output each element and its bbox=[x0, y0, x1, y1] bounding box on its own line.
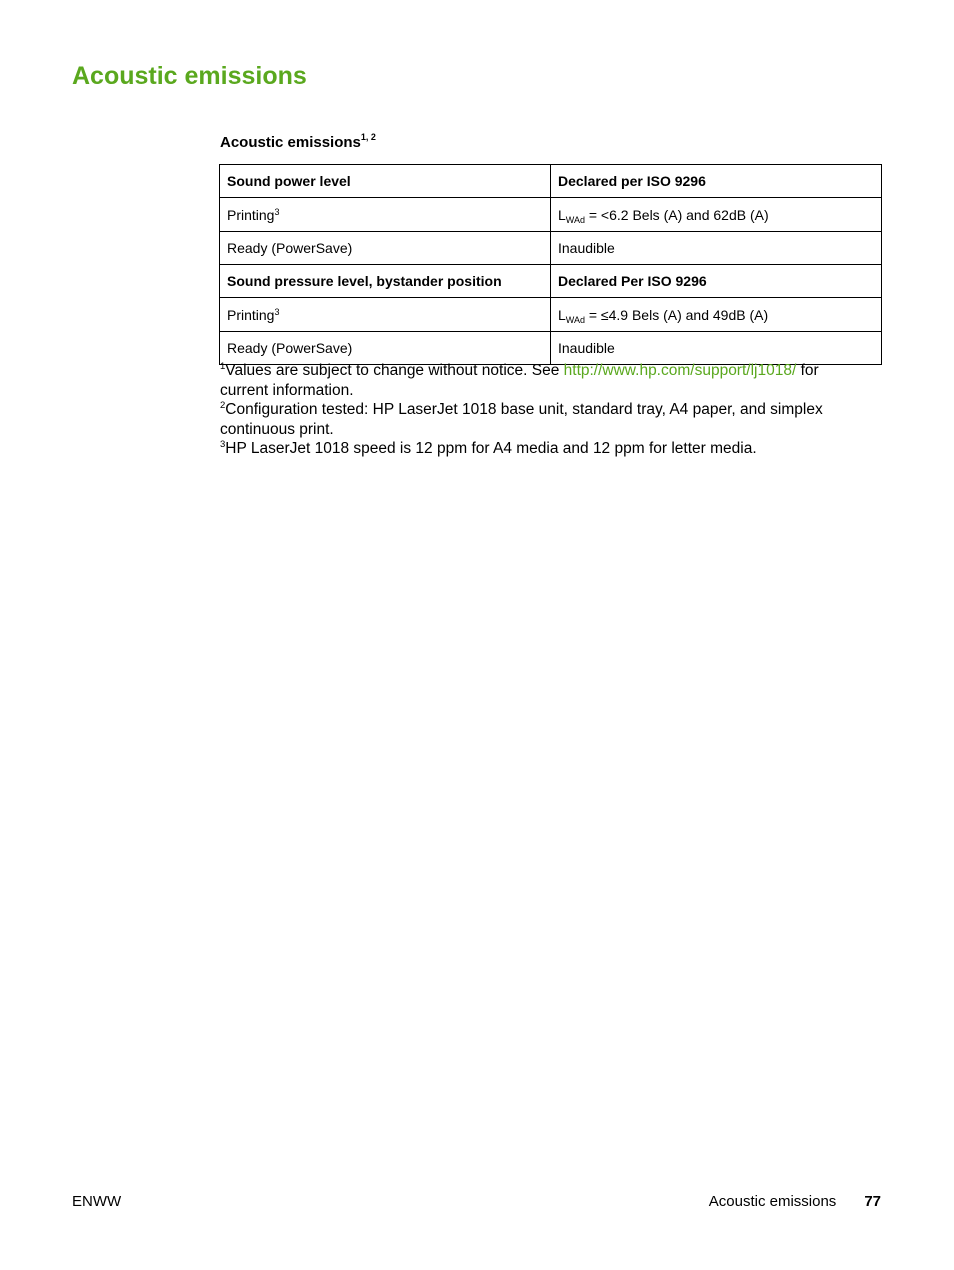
table-cell-text: Printing bbox=[227, 306, 275, 323]
footnote-text: for current information. bbox=[220, 362, 819, 399]
table-cell-text: Printing bbox=[227, 206, 275, 223]
table-cell: Inaudible bbox=[551, 332, 882, 365]
table-caption-footnote-ref: 1, 2 bbox=[360, 132, 376, 142]
support-link[interactable]: http://www.hp.com/support/lj1018/ bbox=[563, 362, 797, 379]
footnote-ref: 3 bbox=[274, 306, 280, 317]
table-caption-text: Acoustic emissions bbox=[220, 134, 361, 151]
symbol-l: L bbox=[558, 306, 566, 323]
footnote-text: Values are subject to change without notice. See bbox=[225, 362, 564, 379]
symbol-l: L bbox=[558, 206, 566, 223]
footnote-number: 2 bbox=[220, 400, 226, 411]
table-cell-text: = ≤4.9 Bels (A) and 49dB (A) bbox=[584, 306, 769, 323]
acoustic-emissions-table bbox=[219, 164, 882, 365]
symbol-subscript: WAd bbox=[565, 314, 585, 325]
table-header-row bbox=[220, 165, 882, 198]
footnotes bbox=[220, 361, 860, 459]
footnote-number: 1 bbox=[220, 361, 226, 372]
table-row bbox=[220, 298, 882, 332]
footnote-text: Configuration tested: HP LaserJet 1018 base unit, standard tray, A4 paper, and simplex continuous print. bbox=[220, 401, 823, 438]
page-title: Acoustic emissions bbox=[72, 62, 307, 90]
footnote-3 bbox=[220, 439, 860, 459]
table-cell bbox=[551, 198, 882, 232]
table-cell bbox=[220, 298, 551, 332]
table-row bbox=[220, 332, 882, 365]
page-number: 77 bbox=[864, 1193, 881, 1210]
footer-left-label: ENWW bbox=[72, 1193, 122, 1210]
table-cell: Sound pressure level, bystander position bbox=[220, 265, 551, 298]
footnote-text: HP LaserJet 1018 speed is 12 ppm for A4 media and 12 ppm for letter media. bbox=[225, 440, 757, 457]
table-cell: Ready (PowerSave) bbox=[220, 332, 551, 365]
table-cell: Sound power level bbox=[220, 165, 551, 198]
footer-right bbox=[709, 1193, 881, 1210]
footnote-2 bbox=[220, 400, 860, 439]
footer-section-title: Acoustic emissions bbox=[708, 1193, 837, 1210]
table-cell: Inaudible bbox=[551, 232, 882, 265]
table-cell: Declared per ISO 9296 bbox=[551, 165, 882, 198]
table-caption bbox=[220, 134, 376, 151]
table-header-row bbox=[220, 265, 882, 298]
table-row bbox=[220, 198, 882, 232]
symbol-subscript: WAd bbox=[565, 214, 585, 225]
table-cell bbox=[551, 298, 882, 332]
table-cell: Declared Per ISO 9296 bbox=[551, 265, 882, 298]
table-cell: Ready (PowerSave) bbox=[220, 232, 551, 265]
table-cell-text: = <6.2 Bels (A) and 62dB (A) bbox=[584, 206, 769, 223]
table-row bbox=[220, 232, 882, 265]
footnote-number: 3 bbox=[220, 439, 226, 450]
footnote-ref: 3 bbox=[274, 206, 280, 217]
table-cell bbox=[220, 198, 551, 232]
footnote-1 bbox=[220, 361, 860, 400]
